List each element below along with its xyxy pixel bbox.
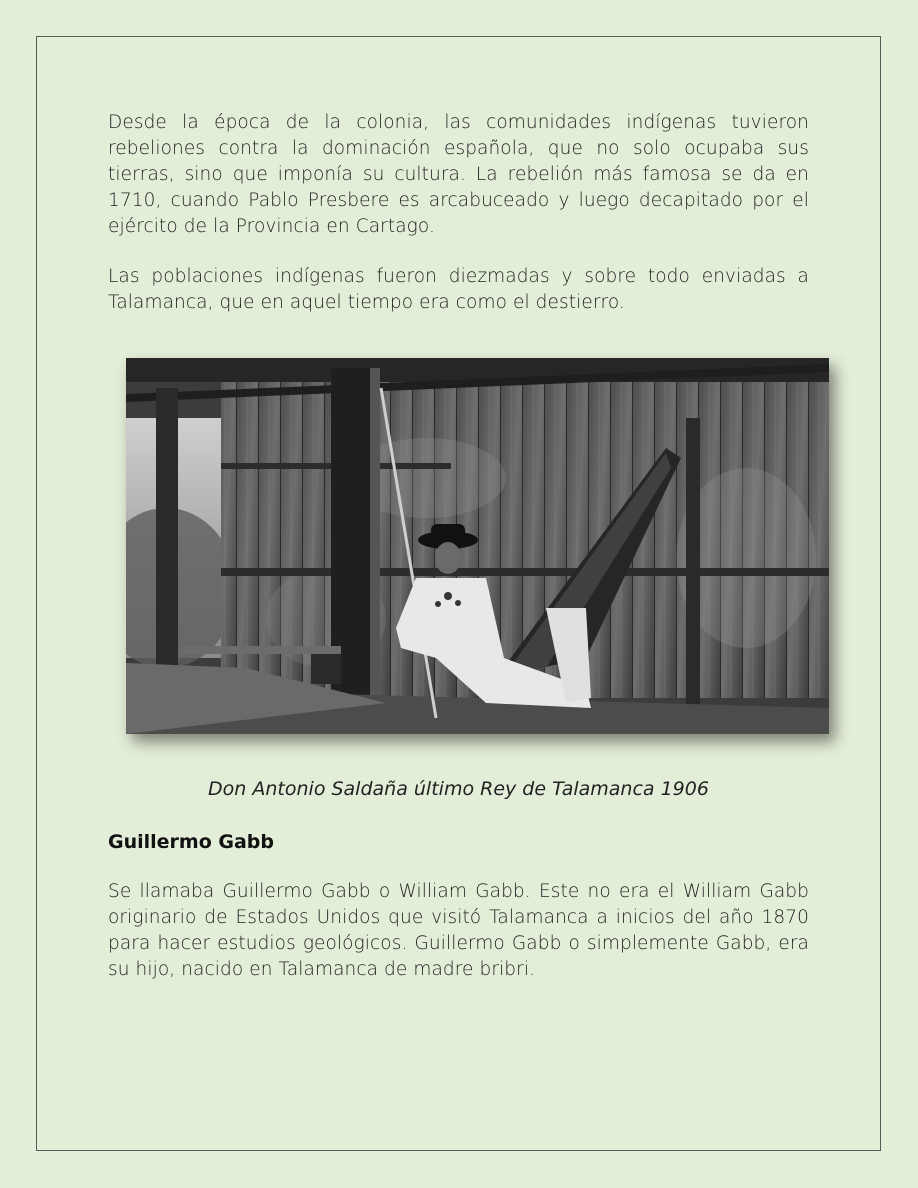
photo-caption: Don Antonio Saldaña último Rey de Talamanca 1906 [208,778,709,800]
second-paragraph: Las poblaciones indígenas fueron diezmadas y sobre todo enviadas a Talamanca, que en aquel tiempo era como el destierro. [108,266,809,313]
intro-paragraph: Desde la época de la colonia, las comunidades indígenas tuvieron rebeliones contra la dominación española, que no solo ocupaba sus tierras, sino que imponía su cultura. La rebelión más famosa se da en 1710, cuando Pablo Presbere es arcabuceado y luego decapitado por el ejército de la Provincia en Cartago. [108,112,809,237]
historical-photo [126,358,829,734]
section-heading: Guillermo Gabb [108,831,274,853]
gabb-paragraph: Se llamaba Guillermo Gabb o William Gabb. Este no era el William Gabb originario de Estados Unidos que visitó Talamanca a inicios del año 1870 para hacer estudios geológicos. Guillermo Gabb o simplemente Gabb, era su hijo, nacido en Talamanca de madre bribri. [108,881,809,980]
